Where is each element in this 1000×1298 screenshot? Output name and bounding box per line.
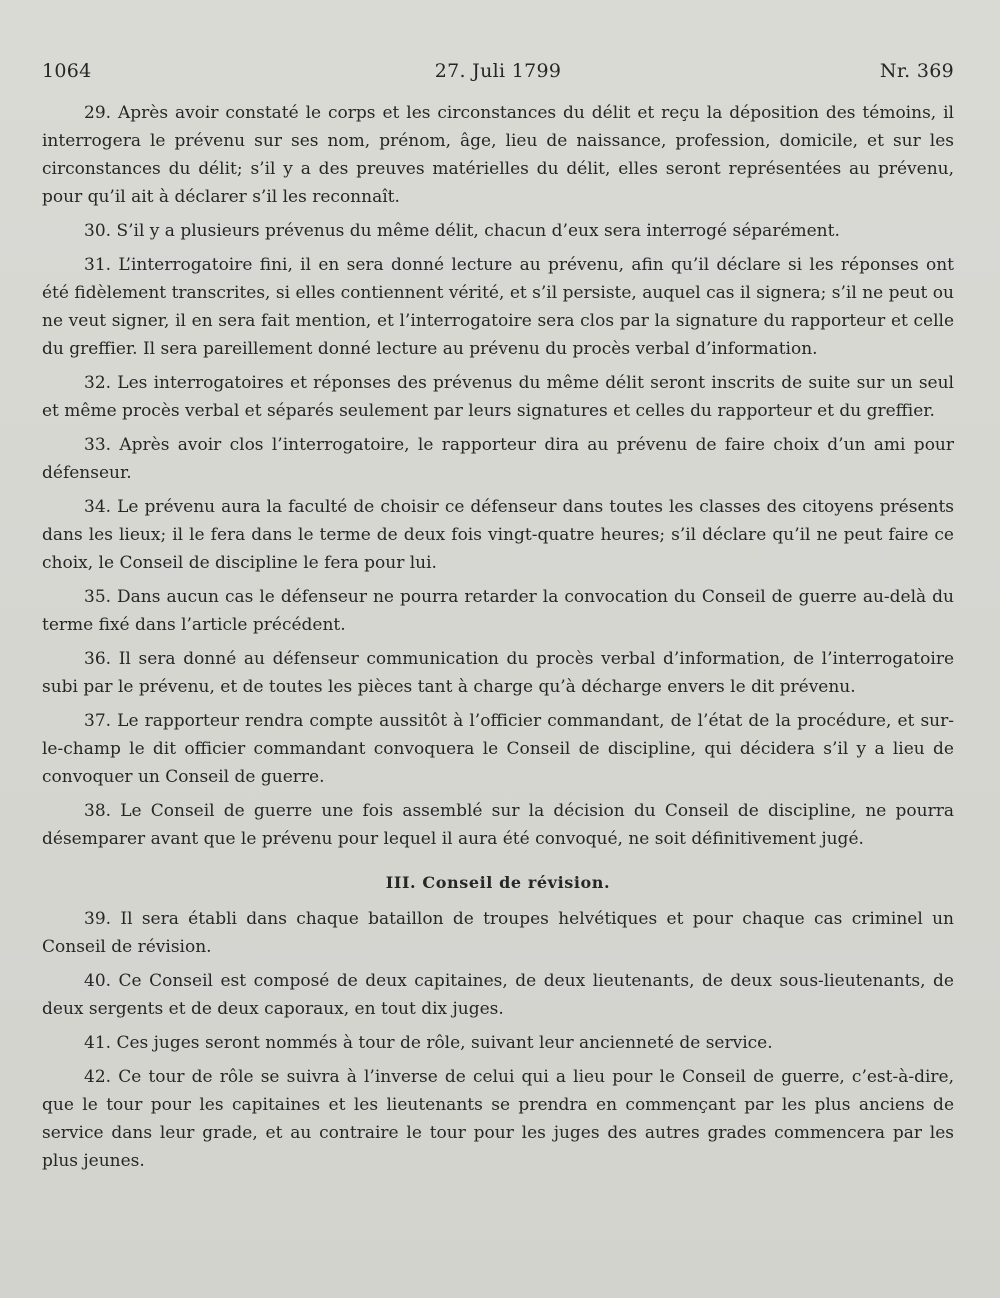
article-number: 32. <box>84 373 112 393</box>
article-text: Ce Conseil est composé de deux capitaines, de deux lieutenants, de deux sous-lieutenants, de deux sergents et de deux caporaux, en tout dix juges. <box>42 971 954 1019</box>
articles-before <box>42 99 954 853</box>
article-text: Le rapporteur rendra compte aussitôt à l’officier commandant, de l’état de la procédure, et sur-le-champ le dit officier commandant convoquera le Conseil de discipline, qui décidera s’il y a lieu de convoquer un Conseil de guerre. <box>42 711 955 787</box>
article-40 <box>42 967 954 1023</box>
article-text: S’il y a plusieurs prévenus du même délit, chacun d’eux sera interrogé séparément. <box>116 221 840 241</box>
article-31 <box>42 251 954 363</box>
article-33 <box>42 431 954 487</box>
document-body <box>42 99 954 1181</box>
article-number: 34. <box>84 497 112 517</box>
article-39 <box>42 905 954 961</box>
article-41 <box>42 1029 954 1057</box>
section-title: III. Conseil de révision. <box>385 873 611 892</box>
article-number: 38. <box>84 801 112 821</box>
article-29 <box>42 99 954 211</box>
article-text: Ces juges seront nommés à tour de rôle, suivant leur ancienneté de service. <box>116 1033 773 1053</box>
article-number: 31. <box>84 255 112 275</box>
article-number: 36. <box>84 649 112 669</box>
page-number: 1064 <box>42 60 92 82</box>
article-number: 35. <box>84 587 112 607</box>
article-number: 41. <box>84 1033 112 1053</box>
article-35 <box>42 583 954 639</box>
article-text: Ce tour de rôle se suivra à l’inverse de celui qui a lieu pour le Conseil de guerre, c’est-à-dire, que le tour pour les capitaines et les lieutenants se prendra en commençant par les plus anciens de service dans leur grade, et au contraire le tour pour les juges des autres grades commencera par les plus jeunes. <box>42 1067 955 1171</box>
article-text: Le prévenu aura la faculté de choisir ce défenseur dans toutes les classes des citoyens présents dans les lieux; il le fera dans le terme de deux fois vingt-quatre heures; s’il déclare qu’il ne peut faire ce choix, le Conseil de discipline le fera pour lui. <box>42 497 955 573</box>
article-text: Dans aucun cas le défenseur ne pourra retarder la convocation du Conseil de guerre au-delà du terme fixé dans l’article précédent. <box>42 587 954 635</box>
article-36 <box>42 645 954 701</box>
article-37 <box>42 707 954 791</box>
document-number: Nr. 369 <box>879 60 954 82</box>
article-number: 37. <box>84 711 112 731</box>
article-text: L’interrogatoire fini, il en sera donné lecture au prévenu, afin qu’il déclare si les réponses ont été fidèlement transcrites, si elles contiennent vérité, et s’il persiste, auquel cas il signera; s’il ne peut ou ne veut signer, il en sera fait mention, et l’interrogatoire sera clos par la signature du rapporteur et celle du greffier. Il sera pareillement donné lecture au prévenu du procès verbal d’information. <box>42 255 954 359</box>
page-header <box>42 60 954 90</box>
article-text: Après avoir clos l’interrogatoire, le rapporteur dira au prévenu de faire choix d’un ami pour défenseur. <box>42 435 955 483</box>
article-number: 29. <box>84 103 112 123</box>
article-text: Les interrogatoires et réponses des prévenus du même délit seront inscrits de suite sur un seul et même procès verbal et séparés seulement par leurs signatures et celles du rapporteur et du greffier. <box>42 373 954 421</box>
article-38 <box>42 797 954 853</box>
articles-after <box>42 905 954 1175</box>
article-34 <box>42 493 954 577</box>
article-text: Il sera établi dans chaque bataillon de troupes helvétiques et pour chaque cas criminel un Conseil de révision. <box>42 909 954 957</box>
article-30 <box>42 217 954 245</box>
article-number: 30. <box>84 221 112 241</box>
article-number: 33. <box>84 435 112 455</box>
article-number: 40. <box>84 971 112 991</box>
article-32 <box>42 369 954 425</box>
article-number: 42. <box>84 1067 112 1087</box>
article-text: Après avoir constaté le corps et les circonstances du délit et reçu la déposition des témoins, il interrogera le prévenu sur ses nom, prénom, âge, lieu de naissance, profession, domicile, et sur les circonstances du délit; s’il y a des preuves matérielles du délit, elles seront représentées au prévenu, pour qu’il ait à déclarer s’il les reconnaît. <box>42 103 954 207</box>
article-number: 39. <box>84 909 112 929</box>
article-text: Le Conseil de guerre une fois assemblé sur la décision du Conseil de discipline, ne pourra désemparer avant que le prévenu pour lequel il aura été convoqué, ne soit définitivement jugé. <box>42 801 954 849</box>
article-42 <box>42 1063 954 1175</box>
header-date: 27. Juli 1799 <box>434 60 562 82</box>
article-text: Il sera donné au défenseur communication du procès verbal d’information, de l’interrogatoire subi par le prévenu, et de toutes les pièces tant à charge qu’à décharge envers le dit prévenu. <box>42 649 955 697</box>
